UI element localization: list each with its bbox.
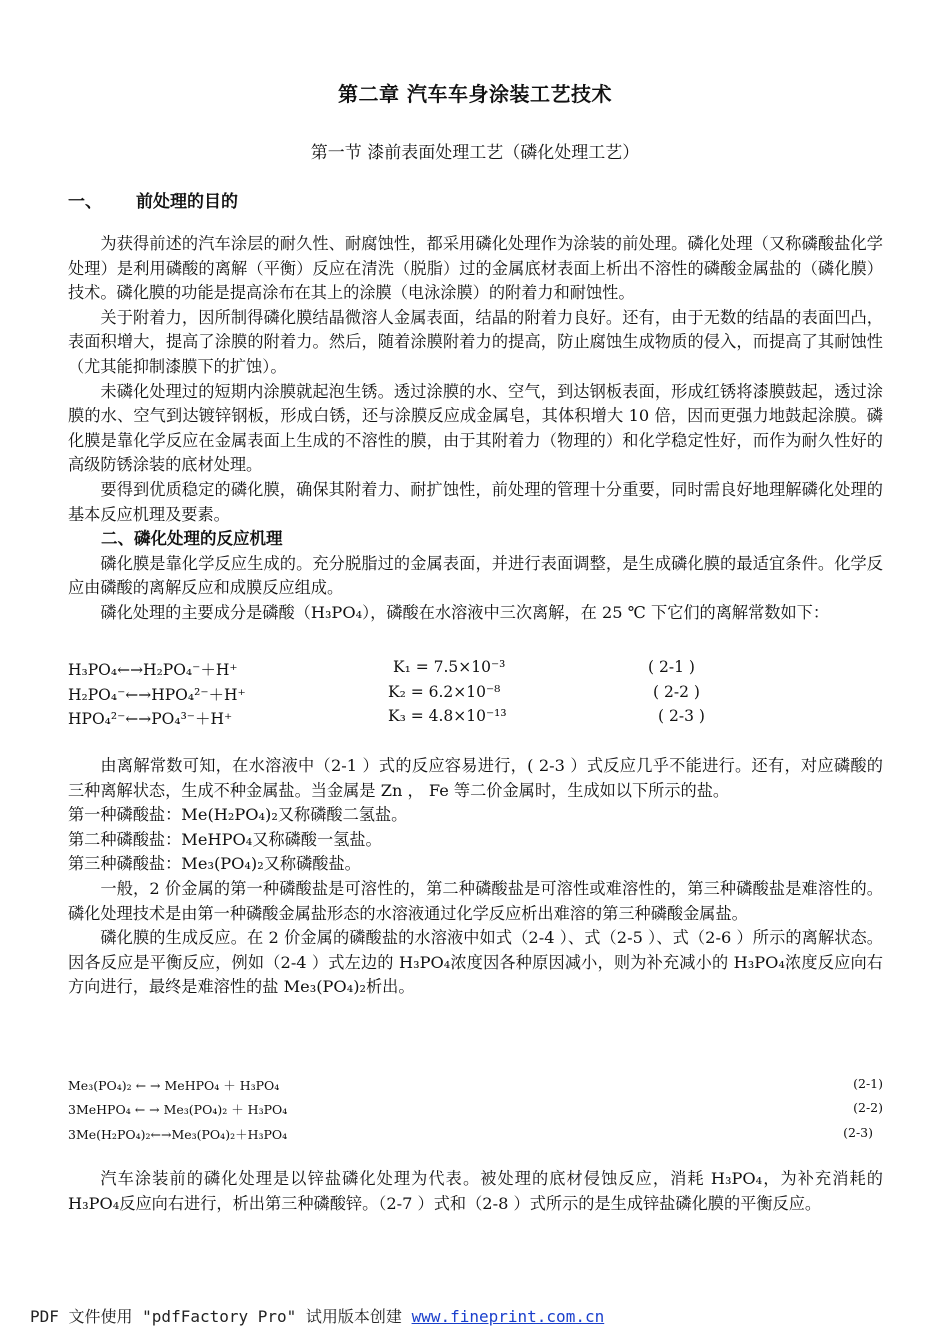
- footer-link[interactable]: www.fineprint.com.cn: [411, 1307, 605, 1326]
- equation-ref: ( 2-3 ): [658, 707, 705, 725]
- paragraph: 未磷化处理过的短期内涂膜就起泡生锈。透过涂膜的水、空气，到达钢板表面，形成红锈将漆膜鼓起，透过涂膜的水、空气到达镀锌钢板，形成白锈，还与涂膜反应成金属皂，其体积增大 10 倍，因而更强力地鼓起涂膜。磷化膜是靠化学反应在金属表面上生成的不溶性的膜，由于其附着力（物理的）和化学稳定性好，而作为耐久性好的高级防锈涂装的底材处理。: [68, 381, 883, 475]
- paragraph: 关于附着力，因所制得磷化膜结晶微溶人金属表面，结晶的附着力良好。还有，由于无数的结晶的表面凹凸，表面积增大，提高了涂膜的附着力。然后，随着涂膜附着力的提高，防止腐蚀生成物质的侵入，而提高了其耐蚀性（尤其能抑制漆膜下的扩蚀）。: [68, 307, 883, 376]
- salt-line: 第三种磷酸盐：Me₃(PO₄)₂又称磷酸盐。: [68, 854, 361, 874]
- body-section-3: [68, 1167, 883, 1216]
- equation-reaction: 3MeHPO₄ ← → Me₃(PO₄)₂ ＋ H₃PO₄: [68, 1102, 288, 1118]
- equation-ref: (2-1): [853, 1076, 883, 1091]
- pdf-footer: [30, 1304, 604, 1327]
- equation-ref: ( 2-1 ): [648, 658, 695, 676]
- equation-constant: K₁ = 7.5×10⁻³: [393, 658, 506, 676]
- heading-purpose: [68, 187, 238, 212]
- equation-row: [68, 1125, 883, 1149]
- paragraph: 汽车涂装前的磷化处理是以锌盐磷化处理为代表。被处理的底材侵蚀反应，消耗 H₃PO₄，为补充消耗的 H₃PO₄反应向右进行，析出第三种磷酸锌。（2-7 ）式和（2-8 ）式所示的是生成锌盐磷化膜的平衡反应。: [68, 1169, 883, 1213]
- body-section-2: [68, 754, 883, 1000]
- paragraph: 由离解常数可知，在水溶液中（2-1 ）式的反应容易进行，( 2-3 ）式反应几乎不能进行。还有，对应磷酸的三种离解状态，生成不种金属盐。当金属是 Zn ， Fe 等二价金属时，生成如以下所示的盐。: [68, 756, 883, 800]
- heading-mechanism: 二、磷化处理的反应机理: [101, 529, 283, 549]
- salt-line: 第二种磷酸盐：MeHPO₄又称磷酸一氢盐。: [68, 829, 382, 849]
- equation-constant: K₃ = 4.8×10⁻¹³: [388, 707, 507, 725]
- paragraph: 要得到优质稳定的磷化膜，确保其附着力、耐扩蚀性，前处理的管理十分重要，同时需良好地理解磷化处理的基本反应机理及要素。: [68, 479, 883, 524]
- equation-constant: K₂ = 6.2×10⁻⁸: [388, 682, 501, 701]
- equation-ref: (2-2): [853, 1100, 883, 1116]
- paragraph: 一般，2 价金属的第一种磷酸盐是可溶性的，第二种磷酸盐是可溶性或难溶性的，第三种磷酸盐是难溶性的。磷化处理技术是由第一种磷酸金属盐形态的水溶液通过化学反应析出难溶的第三种磷酸金属盐。: [68, 878, 883, 923]
- equation-reaction: HPO₄²⁻←→PO₄³⁻＋H⁺: [68, 710, 233, 728]
- body-section-1: [68, 232, 883, 626]
- paragraph: 磷化膜是靠化学反应生成的。充分脱脂过的金属表面，并进行表面调整，是生成磷化膜的最适宜条件。化学反应由磷酸的离解反应和成膜反应组成。: [68, 553, 883, 598]
- section-title: 第一节 漆前表面处理工艺（磷化处理工艺）: [310, 143, 640, 163]
- paragraph: 磷化膜的生成反应。在 2 价金属的磷酸盐的水溶液中如式（2-4 ）、式（2-5 ）、式（2-6 ）所示的离解状态。因各反应是平衡反应，例如（2-4 ）式左边的 H₃PO₄浓度因各种原因减小，则为补充减小的 H₃PO₄浓度反应向右方向进行，最终是难溶性的盐 Me₃(PO₄)₂析出。: [68, 928, 883, 997]
- equation-reaction: 3Me(H₂PO₄)₂←→Me₃(PO₄)₂＋H₃PO₄: [68, 1126, 288, 1142]
- salt-line: 第一种磷酸盐：Me(H₂PO₄)₂又称磷酸二氢盐。: [68, 805, 408, 825]
- equation-ref: ( 2-2 ): [653, 682, 700, 701]
- equation-row: [68, 1076, 883, 1100]
- equation-reaction: H₃PO₄←→H₂PO₄⁻＋H⁺: [68, 661, 238, 679]
- footer-text: PDF 文件使用 "pdfFactory Pro" 试用版本创建: [30, 1307, 412, 1326]
- heading-text: 前处理的目的: [136, 192, 238, 212]
- paragraph: 磷化处理的主要成分是磷酸（H₃PO₄），磷酸在水溶液中三次离解，在 25 ℃ 下它们的离解常数如下：: [100, 602, 830, 622]
- equation-reaction: Me₃(PO₄)₂ ← → MeHPO₄ ＋ H₃PO₄: [68, 1078, 280, 1093]
- heading-number: 一、: [68, 192, 102, 212]
- equation-row: [68, 1100, 883, 1124]
- equilibrium-equations: [68, 1076, 883, 1149]
- equation-reaction: H₂PO₄⁻←→HPO₄²⁻＋H⁺: [68, 685, 246, 704]
- paragraph: 为获得前述的汽车涂层的耐久性、耐腐蚀性，都采用磷化处理作为涂装的前处理。磷化处理（又称磷酸盐化学处理）是利用磷酸的离解（平衡）反应在清洗（脱脂）过的金属底材表面上析出不溶性的磷酸金属盐的（磷化膜）技术。磷化膜的功能是提高涂布在其上的涂膜（电泳涂膜）的附着力和耐蚀性。: [68, 234, 883, 303]
- chapter-title: 第二章 汽车车身涂装工艺技术: [338, 82, 612, 106]
- equation-ref: (2-3): [843, 1124, 873, 1140]
